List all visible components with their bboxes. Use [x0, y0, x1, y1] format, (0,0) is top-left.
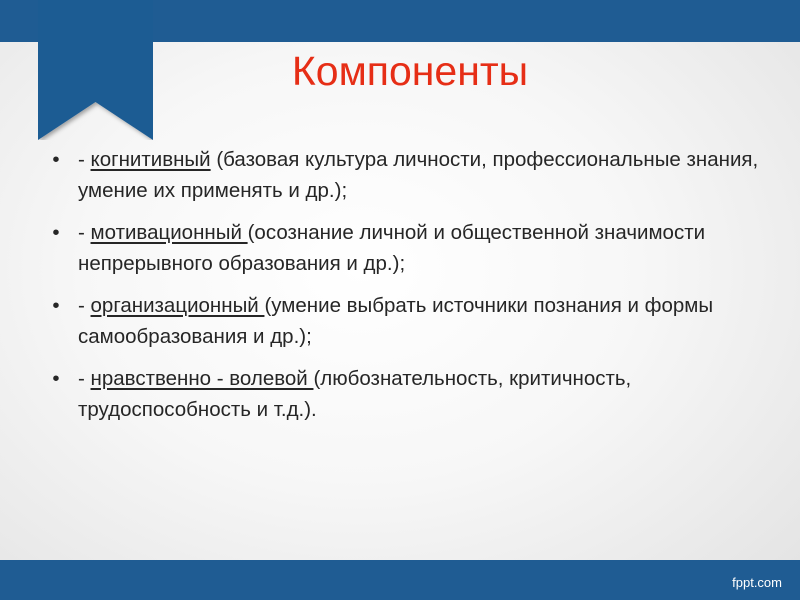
- item-term: нравственно - волевой: [90, 367, 314, 390]
- item-description: (осознание личной и общественной значимости непрерывного образования и др.);: [78, 221, 706, 275]
- item-term: организационный: [90, 294, 265, 317]
- brand-label: fppt.com: [732, 575, 782, 590]
- item-description: (базовая культура личности, профессиональные знания, умение их применять и др.);: [78, 148, 759, 202]
- bullet-dot-icon: •: [52, 148, 60, 171]
- item-dash: -: [78, 367, 91, 390]
- bullet-dot-icon: •: [52, 294, 60, 317]
- bookmark-ribbon-icon: [38, 0, 153, 140]
- item-description: (умение выбрать источники познания и формы самообразования и др.);: [78, 294, 714, 348]
- slide-title: Компоненты: [291, 48, 529, 94]
- item-dash: -: [78, 148, 91, 171]
- item-term: мотивационный: [90, 221, 248, 244]
- list-item: [50, 217, 760, 279]
- list-item: [50, 144, 760, 206]
- item-dash: -: [78, 294, 91, 317]
- list-item: [50, 290, 760, 352]
- item-dash: -: [78, 221, 91, 244]
- item-description: (любознательность, критичность, трудоспособность и т.д.).: [78, 367, 632, 421]
- bullet-dot-icon: •: [52, 221, 60, 244]
- bullet-list: [50, 144, 760, 436]
- list-item: [50, 363, 760, 425]
- bullet-dot-icon: •: [52, 367, 60, 390]
- bottom-band: [0, 560, 800, 600]
- item-term: когнитивный: [90, 148, 211, 171]
